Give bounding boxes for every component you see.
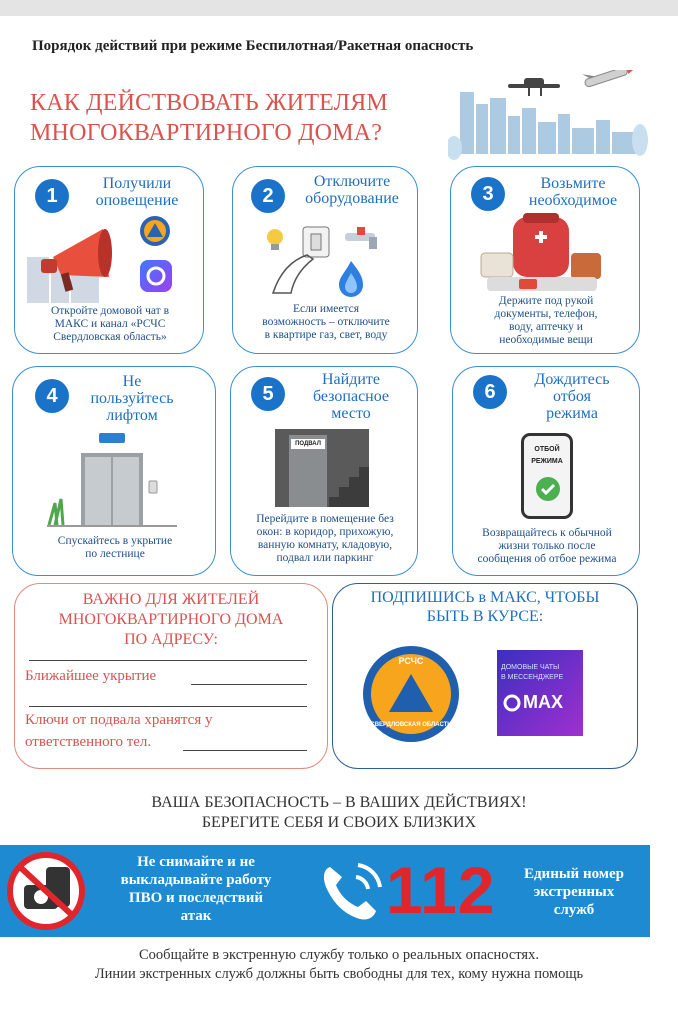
step-2-description — [233, 303, 419, 342]
step-card-1 — [14, 166, 204, 354]
step-card-4 — [12, 366, 216, 576]
step-number-1: 1 — [35, 179, 69, 213]
phone-field[interactable] — [183, 750, 307, 751]
desc-line: документы, телефон, — [494, 308, 598, 320]
subscribe-box — [332, 583, 638, 769]
max-brand: MAX — [523, 692, 563, 712]
caption-line: служб — [553, 902, 595, 918]
max-chats-banner[interactable] — [497, 650, 583, 736]
title-line: ПО АДРЕСУ: — [124, 631, 218, 648]
basement-sign: ПОДВАЛ — [291, 439, 325, 449]
desc-line: Перейдите в помещение без — [256, 513, 394, 525]
page-heading: Порядок действий при режиме Беспилотная/Ракетная опасность — [32, 38, 474, 54]
warning-line: ПВО и последствий — [128, 890, 264, 906]
max-app-icon — [139, 259, 173, 293]
step-1-description — [15, 305, 205, 344]
max-logo-icon — [503, 694, 521, 712]
footer-note — [0, 946, 678, 984]
step-1-title — [85, 175, 189, 209]
step-number-6: 6 — [473, 375, 507, 409]
title-line-2: МНОГОКВАРТИРНОГО ДОМА? — [30, 120, 383, 146]
elevator-icon — [47, 433, 177, 527]
keys-label-1: Ключи от подвала хранятся у — [25, 712, 213, 728]
desc-line: подвал или паркинг — [276, 552, 374, 564]
step-number-2: 2 — [251, 179, 285, 213]
step-number-3: 3 — [471, 177, 505, 211]
step-5-description — [231, 513, 419, 565]
desc-line: воду, аптечку и — [509, 321, 583, 333]
gas-flame-icon — [333, 259, 369, 299]
step-3-title — [513, 175, 633, 209]
title-line: режима — [546, 405, 598, 422]
title-line: необходимое — [528, 192, 618, 209]
keys-label-2: ответственного тел. — [25, 734, 152, 750]
desc-line: Свердловская область» — [53, 331, 167, 343]
title-line: БЫТЬ В КУРСЕ: — [426, 608, 544, 625]
title-line: оповещение — [95, 192, 179, 209]
warning-line: выкладывайте работу — [120, 872, 272, 888]
shelter-field[interactable] — [191, 684, 307, 685]
subscribe-title — [333, 588, 637, 626]
megaphone-icon — [25, 217, 125, 305]
title-line: Не — [122, 373, 142, 390]
desc-line: Держите под рукой — [498, 295, 594, 307]
step-number-4: 4 — [35, 379, 69, 413]
phone-handset-icon — [318, 859, 384, 925]
phone-text-line-1: ОТБОЙ — [534, 446, 560, 453]
warning-line: Не снимайте и не — [137, 854, 255, 870]
desc-line: возможность – отключите — [262, 316, 390, 328]
desc-line: Откройте домовой чат в — [50, 305, 170, 317]
shelter-label: Ближайшее укрытие — [25, 668, 157, 684]
water-tap-icon — [343, 225, 387, 253]
light-switch-icon — [263, 223, 333, 297]
address-field[interactable] — [29, 660, 307, 661]
title-line: оборудование — [305, 190, 399, 207]
title-line: МНОГОКВАРТИРНОГО ДОМА — [58, 611, 284, 628]
warning-line: атак — [180, 908, 212, 924]
top-bar — [0, 0, 678, 16]
phone-check-icon — [521, 433, 573, 519]
slogan-line: ВАША БЕЗОПАСНОСТЬ – В ВАШИХ ДЕЙСТВИЯХ! — [151, 794, 527, 811]
important-info-box — [14, 583, 328, 769]
title-line: место — [331, 405, 371, 422]
title-line: лифтом — [106, 407, 158, 424]
title-line: Найдите — [321, 371, 380, 388]
title-line: отбоя — [553, 388, 591, 405]
desc-line: Если имеется — [292, 303, 360, 315]
emergency-emblem-icon — [139, 215, 171, 247]
step-card-6 — [452, 366, 640, 576]
emblem-triangle-icon — [387, 672, 435, 714]
title-line: Возьмите — [540, 175, 606, 192]
title-line-1: КАК ДЕЙСТВОВАТЬ ЖИТЕЛЯМ — [30, 90, 388, 116]
title-line: Отключите — [313, 173, 391, 190]
city-drone-illustration — [448, 70, 648, 160]
footer-line: Линии экстренных служб должны быть свободны для тех, кому нужна помощь — [94, 966, 584, 982]
step-card-3 — [450, 166, 640, 354]
title-line: ВАЖНО ДЛЯ ЖИТЕЛЕЙ — [82, 591, 260, 608]
emergency-number[interactable]: 112 — [386, 853, 496, 927]
step-5-title — [295, 371, 407, 422]
desc-line: окон: в коридор, прихожую, — [256, 526, 394, 538]
step-6-title — [511, 371, 633, 422]
title-line: безопасное — [312, 388, 390, 405]
caption-line: Единый номер — [523, 866, 625, 882]
title-line: ПОДПИШИСЬ в МАКС, ЧТОБЫ — [370, 589, 600, 606]
step-number-5: 5 — [251, 377, 285, 411]
important-title — [15, 590, 327, 650]
emergency-number-caption — [504, 865, 644, 919]
rschs-emblem[interactable] — [363, 646, 459, 742]
safety-slogan — [0, 793, 678, 833]
stairs-icon — [329, 449, 369, 507]
page-title — [30, 88, 388, 148]
check-icon — [535, 476, 561, 502]
emergency-banner — [0, 845, 650, 937]
step-4-title — [77, 373, 187, 424]
desc-line: в квартире газ, свет, воду — [264, 329, 388, 341]
desc-line: необходимые вещи — [499, 334, 593, 346]
backpack-icon — [479, 213, 605, 295]
title-line: пользуйтесь — [90, 390, 174, 407]
desc-line: ванную комнату, кладовую, — [257, 539, 393, 551]
desc-line: МАКС и канал «РСЧС — [54, 318, 166, 330]
caption-line: экстренных — [533, 884, 615, 900]
title-line: Получили — [102, 175, 172, 192]
step-3-description — [451, 295, 641, 347]
footer-line: Сообщайте в экстренную службу только о реальных опасностях. — [139, 947, 539, 963]
step-card-2 — [232, 166, 418, 354]
desc-line: Спускайтесь в укрытие — [57, 535, 173, 547]
no-camera-icon — [6, 851, 86, 931]
desc-line: жизни только после — [498, 540, 596, 552]
basement-stairs-illustration — [275, 429, 369, 507]
slogan-line: БЕРЕГИТЕ СЕБЯ И СВОИХ БЛИЗКИХ — [201, 814, 477, 831]
max-line-1: ДОМОВЫЕ ЧАТЫ — [501, 664, 560, 671]
desc-line: сообщения об отбое режима — [477, 553, 617, 565]
desc-line: Возвращайтесь к обычной — [482, 527, 612, 539]
emblem-top-text: РСЧС — [398, 656, 424, 666]
step-6-description — [453, 527, 641, 566]
step-card-5 — [230, 366, 418, 576]
emblem-bottom-text: СВЕРДЛОВСКАЯ ОБЛАСТЬ — [370, 722, 452, 728]
phone-text-line-2: РЕЖИМА — [531, 458, 563, 465]
no-filming-warning — [96, 853, 296, 925]
extra-field[interactable] — [29, 706, 307, 707]
step-4-description — [13, 535, 217, 561]
desc-line: по лестнице — [85, 548, 145, 560]
title-line: Дождитесь — [534, 371, 610, 388]
max-line-2: В МЕССЕНДЖЕРЕ — [501, 674, 564, 681]
step-2-title — [295, 173, 409, 207]
